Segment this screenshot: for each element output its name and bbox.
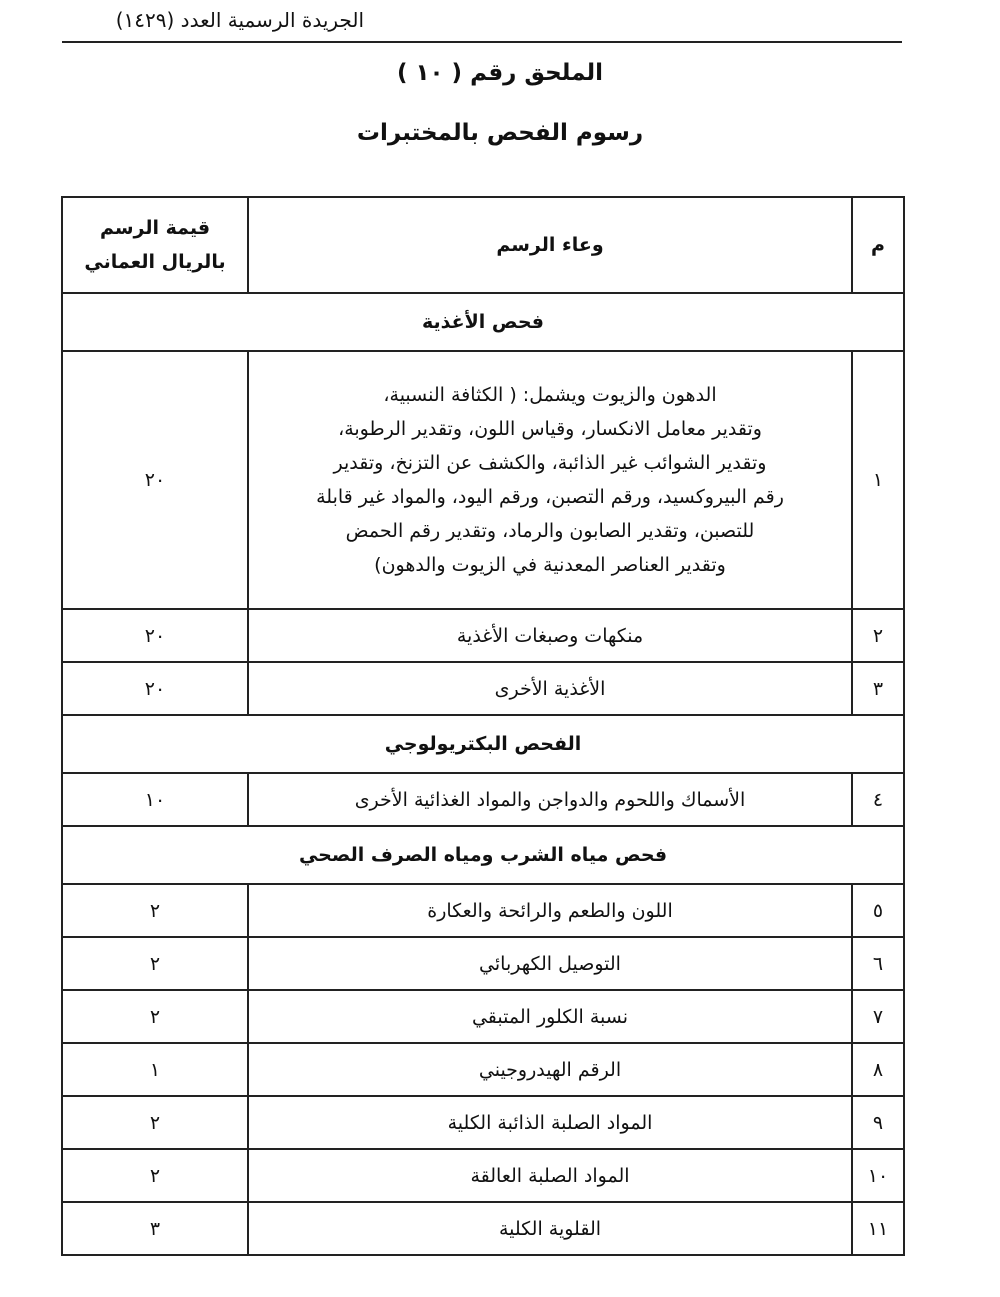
table-row: [62, 937, 904, 990]
table-row: [62, 1096, 904, 1149]
section-title: الفحص البكتريولوجي: [62, 715, 904, 773]
row-number: ٦: [852, 937, 904, 990]
table-row: [62, 1202, 904, 1255]
row-description: المواد الصلبة الذائبة الكلية: [248, 1096, 852, 1149]
row-number: ٤: [852, 773, 904, 826]
row-number: ١٠: [852, 1149, 904, 1202]
description-line: للتصبن، وتقدير الصابون والرماد، وتقدير رقم الحمض: [345, 520, 755, 542]
description-line: وتقدير الشوائب غير الذائبة، والكشف عن التزنخ، وتقدير: [333, 452, 767, 474]
row-number: ١١: [852, 1202, 904, 1255]
row-fee: ٢: [62, 1149, 248, 1202]
description-line: الدهون والزيوت ويشمل: ( الكثافة النسبية،: [383, 384, 717, 406]
table-row: [62, 609, 904, 662]
section-row: [62, 293, 904, 351]
row-description: التوصيل الكهربائي: [248, 937, 852, 990]
row-number: ٥: [852, 884, 904, 937]
row-fee: ٢٠: [62, 351, 248, 609]
header-divider: [62, 41, 902, 43]
section-title: فحص مياه الشرب ومياه الصرف الصحي: [62, 826, 904, 884]
row-fee: ٢: [62, 990, 248, 1043]
table-row: [62, 662, 904, 715]
document-subtitle: رسوم الفحص بالمختبرات: [356, 120, 644, 146]
description-line: وتقدير العناصر المعدنية في الزيوت والدهون): [374, 554, 726, 576]
row-description: [248, 351, 852, 609]
header-fee-line1: قيمة الرسم: [99, 217, 211, 239]
section-row: [62, 826, 904, 884]
row-fee: ٢: [62, 884, 248, 937]
row-fee: ٢: [62, 1096, 248, 1149]
row-number: ٢: [852, 609, 904, 662]
row-description: منكهات وصبغات الأغذية: [248, 609, 852, 662]
row-number: ١: [852, 351, 904, 609]
table-row: [62, 351, 904, 609]
row-fee: ١: [62, 1043, 248, 1096]
row-fee: ٢: [62, 937, 248, 990]
header-fee: [62, 197, 248, 293]
row-description: الأغذية الأخرى: [248, 662, 852, 715]
header-number: م: [852, 197, 904, 293]
row-fee: ٢٠: [62, 609, 248, 662]
table-row: [62, 1149, 904, 1202]
description-line: رقم البيروكسيد، ورقم التصبن، ورقم اليود، والمواد غير قابلة: [316, 486, 784, 508]
row-description: القلوية الكلية: [248, 1202, 852, 1255]
table-row: [62, 773, 904, 826]
fees-table: [61, 196, 905, 1256]
row-description: نسبة الكلور المتبقي: [248, 990, 852, 1043]
row-description: اللون والطعم والرائحة والعكارة: [248, 884, 852, 937]
row-number: ٩: [852, 1096, 904, 1149]
row-number: ٨: [852, 1043, 904, 1096]
table-row: [62, 990, 904, 1043]
table-row: [62, 884, 904, 937]
row-number: ٧: [852, 990, 904, 1043]
row-fee: ١٠: [62, 773, 248, 826]
row-fee: ٣: [62, 1202, 248, 1255]
row-number: ٣: [852, 662, 904, 715]
row-description: الرقم الهيدروجيني: [248, 1043, 852, 1096]
running-header: الجريدة الرسمية العدد (١٤٢٩): [115, 8, 364, 32]
row-fee: ٢٠: [62, 662, 248, 715]
description-line: وتقدير معامل الانكسار، وقياس اللون، وتقدير الرطوبة،: [338, 418, 762, 440]
section-row: [62, 715, 904, 773]
table-row: [62, 1043, 904, 1096]
row-description: المواد الصلبة العالقة: [248, 1149, 852, 1202]
row-description: الأسماك واللحوم والدواجن والمواد الغذائية الأخرى: [248, 773, 852, 826]
section-title: فحص الأغذية: [62, 293, 904, 351]
header-description: وعاء الرسم: [248, 197, 852, 293]
table-header-row: [62, 197, 904, 293]
annex-title: الملحق رقم ( ١٠ ): [396, 60, 604, 86]
header-fee-line2: بالريال العماني: [84, 251, 226, 273]
